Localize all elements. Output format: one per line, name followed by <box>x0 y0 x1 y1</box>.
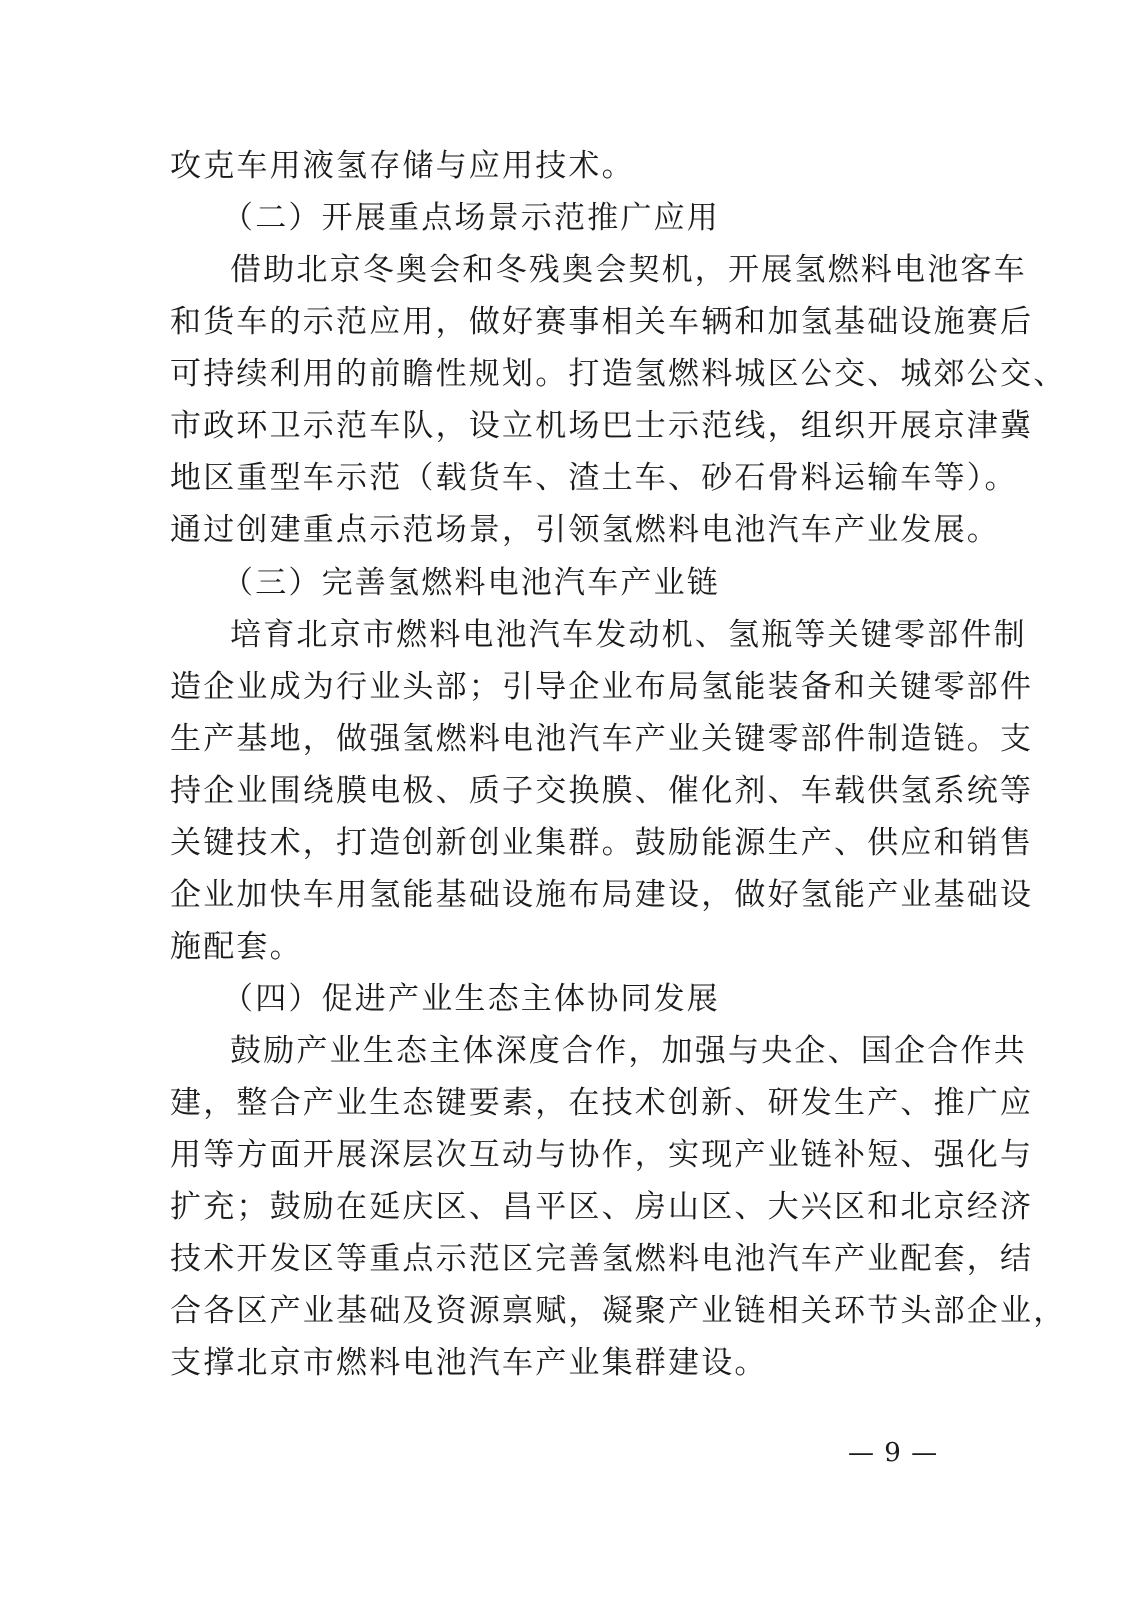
body-text-line: 市政环卫示范车队，设立机场巴士示范线，组织开展京津冀 <box>170 408 1034 444</box>
section-heading: （二）开展重点场景示范推广应用 <box>222 200 720 236</box>
body-text-line: 可持续利用的前瞻性规划。打造氢燃料城区公交、城郊公交、 <box>170 356 1067 392</box>
body-text-line: 用等方面开展深层次互动与协作，实现产业链补短、强化与 <box>170 1137 1034 1173</box>
body-text-line: 关键技术，打造创新创业集群。鼓励能源生产、供应和销售 <box>170 825 1034 861</box>
body-text-line: 技术开发区等重点示范区完善氢燃料电池汽车产业配套，结 <box>170 1241 1034 1277</box>
body-text-line: 攻克车用液氢存储与应用技术。 <box>170 148 635 184</box>
body-text-line: 借助北京冬奥会和冬残奥会契机，开展氢燃料电池客车 <box>230 252 1027 288</box>
body-text-line: 培育北京市燃料电池汽车发动机、氢瓶等关键零部件制 <box>230 617 1027 653</box>
section-heading: （三）完善氢燃料电池汽车产业链 <box>222 565 720 601</box>
body-text-line: 通过创建重点示范场景，引领氢燃料电池汽车产业发展。 <box>170 512 1000 548</box>
body-text-line: 支撑北京市燃料电池汽车产业集群建设。 <box>170 1345 768 1381</box>
body-text-line: 合各区产业基础及资源禀赋，凝聚产业链相关环节头部企业， <box>170 1293 1067 1329</box>
page-number: — 9 — <box>848 1438 939 1468</box>
body-text-line: 施配套。 <box>170 929 303 965</box>
body-text-line: 企业加快车用氢能基础设施布局建设，做好氢能产业基础设 <box>170 877 1034 913</box>
body-text-line: 鼓励产业生态主体深度合作，加强与央企、国企合作共 <box>230 1033 1027 1069</box>
body-text-line: 生产基地，做强氢燃料电池汽车产业关键零部件制造链。支 <box>170 721 1034 757</box>
body-text-line: 造企业成为行业头部；引导企业布局氢能装备和关键零部件 <box>170 669 1034 705</box>
body-text-line: 和货车的示范应用，做好赛事相关车辆和加氢基础设施赛后 <box>170 304 1034 340</box>
body-text-line: 地区重型车示范（载货车、渣土车、砂石骨料运输车等）。 <box>170 460 1018 496</box>
body-text-line: 持企业围绕膜电极、质子交换膜、催化剂、车载供氢系统等 <box>170 773 1034 809</box>
body-text-line: 扩充；鼓励在延庆区、昌平区、房山区、大兴区和北京经济 <box>170 1189 1034 1225</box>
section-heading: （四）促进产业生态主体协同发展 <box>222 981 720 1017</box>
body-text-line: 建，整合产业生态键要素，在技术创新、研发生产、推广应 <box>170 1085 1034 1121</box>
